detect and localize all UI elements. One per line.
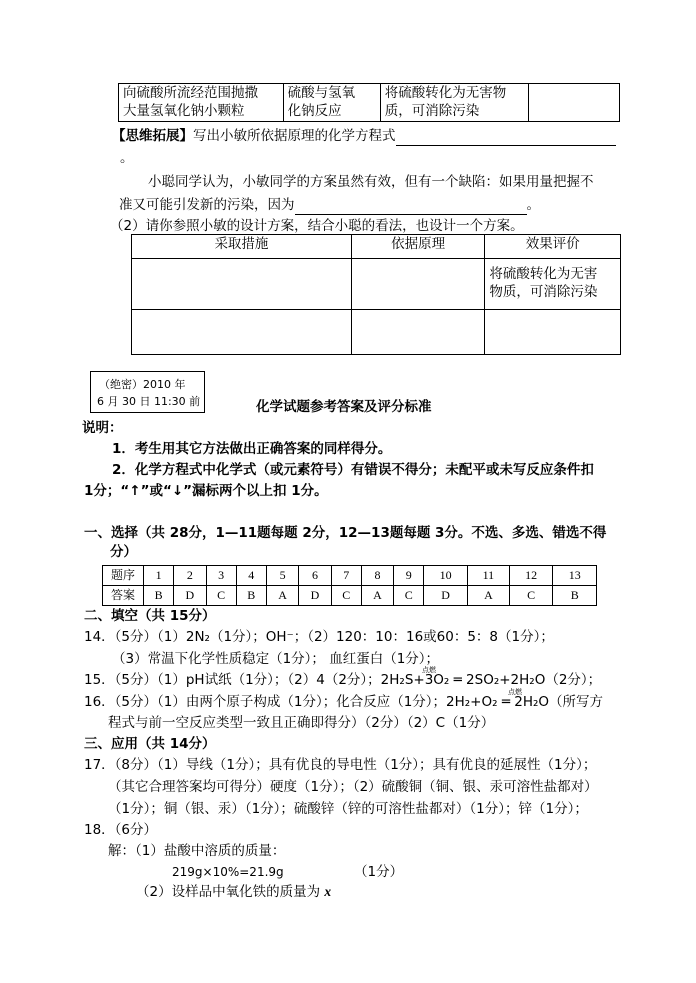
answer-value: C xyxy=(394,586,424,606)
cell-text: 质，可消除污染 xyxy=(384,103,480,119)
effect-cell xyxy=(485,259,621,310)
answer-value: C xyxy=(206,586,236,606)
question-number: 1 xyxy=(144,566,174,586)
section-3-title: 三、应用（共 14分） xyxy=(84,736,216,752)
question-number: 11 xyxy=(467,566,509,586)
q18-line: 解：（1）盐酸中溶质的质量： xyxy=(108,843,286,859)
paragraph-line: 小聪同学认为，小敏同学的方案虽然有效，但有一个缺陷：如果用量把握不 xyxy=(148,174,594,190)
q16-line: 程式与前一空反应类型一致且正确即得分）（2分）（2）C（1分） xyxy=(108,715,495,731)
extension-label: 【思维拓展】 xyxy=(112,128,193,144)
secret-line: 6 月 30 日 11:30 前 xyxy=(97,395,201,408)
answer-value: B xyxy=(144,586,174,606)
paragraph-end: 。 xyxy=(526,197,540,213)
answer-value: D xyxy=(299,586,331,606)
header-principle: 依据原理 xyxy=(351,235,485,259)
note-2: 2．化学方程式中化学式（或元素符号）有错误不得分；未配平或未写反应条件扣 xyxy=(112,462,594,478)
cell-text: 将硫酸转化为无害 xyxy=(489,266,598,282)
measure-cell xyxy=(119,84,284,122)
table-row xyxy=(103,566,597,586)
q18-calc: 219g×10%=21.9g xyxy=(172,865,284,879)
question-number: 5 xyxy=(266,566,298,586)
question-number: 6 xyxy=(299,566,331,586)
q18-score: （1分） xyxy=(354,864,404,880)
q14-line: （3）常温下化学性质稳定（1分）； 血红蛋白（1分）； xyxy=(112,651,440,667)
answer-value: A xyxy=(467,586,509,606)
secret-line: （绝密）2010 年 xyxy=(99,378,186,391)
paragraph-line xyxy=(119,195,540,215)
row-label: 答案 xyxy=(103,586,144,606)
top-table xyxy=(118,83,620,122)
answer-table xyxy=(102,565,597,606)
input-cell[interactable] xyxy=(132,259,352,310)
question-number: 3 xyxy=(206,566,236,586)
q18-text: （2）设样品中氧化铁的质量为 xyxy=(136,884,321,900)
answer-value: D xyxy=(174,586,206,606)
note-1: 1．考生用其它方法做出正确答案的同样得分。 xyxy=(112,441,392,457)
cell-text: 物质，可消除污染 xyxy=(489,284,598,300)
header-measure: 采取措施 xyxy=(132,235,352,259)
question-number: 9 xyxy=(394,566,424,586)
answer-blank[interactable] xyxy=(396,145,616,146)
section-1-title: 一、选择（共 28分，1—11题每题 2分，12—13题每题 3分。不选、多选、错选不得 xyxy=(84,525,607,541)
principle-cell xyxy=(283,84,380,122)
answer-value: C xyxy=(331,586,361,606)
extension-line xyxy=(112,126,616,146)
table-row xyxy=(119,84,620,122)
answer-blank[interactable] xyxy=(295,214,527,215)
period: 。 xyxy=(120,150,134,166)
cell-text: 大量氢氧化钠小颗粒 xyxy=(123,103,245,119)
q16-line: 16．（5分）（1）由两个原子构成（1分）；化合反应（1分）；2H₂+O₂ ═ 2H₂O（所写方 xyxy=(84,694,604,710)
q15-text: 15．（5分）（1）pH试纸（1分）；（2）4（2分）；2H₂S+3O₂ ═ 2SO₂+2H₂O（2分）； xyxy=(84,672,602,688)
variable: x xyxy=(324,884,332,899)
answer-value: D xyxy=(424,586,468,606)
notes-label: 说明： xyxy=(82,420,123,436)
question-number: 10 xyxy=(424,566,468,586)
cell-text: 化钠反应 xyxy=(287,103,342,119)
cell-text: 将硫酸转化为无害物 xyxy=(384,85,507,101)
answer-value: B xyxy=(236,586,266,606)
answer-value: A xyxy=(361,586,393,606)
answer-value: B xyxy=(553,586,597,606)
q17-line: （其它合理答案均可得分）硬度（1分）；（2）硫酸铜（铜、银、汞可溶性盐都对） xyxy=(108,779,598,795)
table-header-row xyxy=(132,235,621,259)
question-number: 2 xyxy=(174,566,206,586)
question-number: 7 xyxy=(331,566,361,586)
secret-box xyxy=(90,371,205,413)
question-number: 12 xyxy=(509,566,553,586)
reaction-condition: 点燃 xyxy=(508,688,522,696)
row-label: 题序 xyxy=(103,566,144,586)
design-table xyxy=(131,234,621,355)
effect-cell xyxy=(380,84,528,122)
answer-value: A xyxy=(266,586,298,606)
extension-prompt: 写出小敏所依据原理的化学方程式 xyxy=(193,128,396,144)
paragraph-text: 准又可能引发新的污染，因为 xyxy=(119,197,295,213)
q17-line: 17．（8分）（1）导线（1分）；具有优良的导电性（1分）；具有优良的延展性（1分）； xyxy=(84,757,597,773)
table-row xyxy=(132,259,621,310)
q18-line: 18．（6分） xyxy=(84,822,158,838)
q17-line: （1分）；铜（银、汞）（1分）；硫酸锌（锌的可溶性盐都对）（1分）；锌（1分）； xyxy=(108,801,588,817)
header-effect: 效果评价 xyxy=(485,235,621,259)
empty-cell xyxy=(528,84,619,122)
section-2-title: 二、填空（共 15分） xyxy=(84,608,216,624)
page-title: 化学试题参考答案及评分标准 xyxy=(256,399,432,415)
cell-text: 向硫酸所流经范围抛撒 xyxy=(123,85,258,101)
input-cell[interactable] xyxy=(351,259,485,310)
table-row xyxy=(103,586,597,606)
section-1-title-cont: 分） xyxy=(110,544,137,560)
table-row xyxy=(132,310,621,355)
input-cell[interactable] xyxy=(485,310,621,355)
input-cell[interactable] xyxy=(351,310,485,355)
note-2-cont: 1分；“↑”或“↓”漏标两个以上扣 1分。 xyxy=(84,483,328,499)
q14-line: 14．（5分）（1）2N₂（1分）；OH⁻；（2）120：10：16或60：5：8（1分）； xyxy=(84,629,554,645)
input-cell[interactable] xyxy=(132,310,352,355)
q18-line xyxy=(136,882,331,902)
cell-text: 硫酸与氢氧 xyxy=(287,85,356,101)
q15-line xyxy=(84,670,601,690)
question-number: 4 xyxy=(236,566,266,586)
reaction-condition: 点燃 xyxy=(422,666,436,674)
answer-value: C xyxy=(509,586,553,606)
question-number: 8 xyxy=(361,566,393,586)
question-number: 13 xyxy=(553,566,597,586)
question-2: （2）请你参照小敏的设计方案，结合小聪的看法，也设计一个方案。 xyxy=(110,218,524,234)
